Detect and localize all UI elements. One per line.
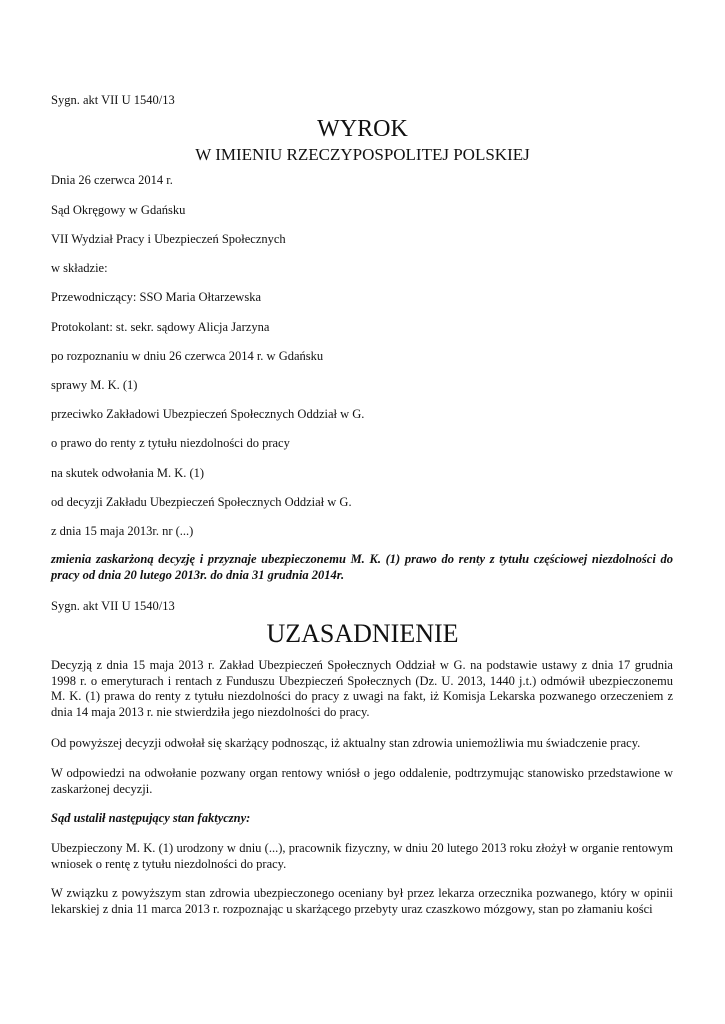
- header-line: o prawo do renty z tytułu niezdolności do pracy: [51, 436, 290, 450]
- justification-paragraph: Od powyższej decyzji odwołał się skarżący podnosząc, iż aktualny stan zdrowia uniemożliwia mu świadczenie pracy.: [51, 736, 641, 750]
- header-line: w składzie:: [51, 261, 108, 275]
- justification-paragraph: W odpowiedzi na odwołanie pozwany organ rentowy wniósł o jego oddalenie, podtrzymując stanowisko przedstawione w zaskarżonej decyzji.: [51, 766, 673, 796]
- header-line: sprawy M. K. (1): [51, 378, 138, 392]
- header-line: po rozpoznaniu w dniu 26 czerwca 2014 r. w Gdańsku: [51, 349, 324, 363]
- header-line: VII Wydział Pracy i Ubezpieczeń Społecznych: [51, 232, 286, 246]
- header-line: Przewodniczący: SSO Maria Ołtarzewska: [51, 290, 261, 304]
- document-subtitle: W IMIENIU RZECZYPOSPOLITEJ POLSKIEJ: [195, 145, 530, 164]
- header-line: przeciwko Zakładowi Ubezpieczeń Społecznych Oddział w G.: [51, 407, 365, 421]
- case-signature-second: Sygn. akt VII U 1540/13: [51, 599, 175, 613]
- case-signature: Sygn. akt VII U 1540/13: [51, 93, 175, 107]
- header-line: na skutek odwołania M. K. (1): [51, 466, 205, 480]
- header-line: Protokolant: st. sekr. sądowy Alicja Jarzyna: [51, 320, 270, 334]
- facts-paragraph: Ubezpieczony M. K. (1) urodzony w dniu (...), pracownik fizyczny, w dniu 20 lutego 2013 roku złożył w organie rentowym wniosek o rentę z tytułu niezdolności do pracy.: [51, 841, 673, 871]
- header-line: z dnia 15 maja 2013r. nr (...): [51, 524, 194, 538]
- justification-title: UZASADNIENIE: [266, 619, 459, 648]
- verdict-text: zmienia zaskarżoną decyzję i przyznaje ubezpieczonemu M. K. (1) prawo do renty z tytułu częściowej niezdolności do pracy od dnia 20 lutego 2013r. do dnia 31 grudnia 2014r.: [51, 552, 673, 582]
- document-title: WYROK: [317, 116, 408, 142]
- header-line: Sąd Okręgowy w Gdańsku: [51, 203, 186, 217]
- justification-paragraph: Decyzją z dnia 15 maja 2013 r. Zakład Ubezpieczeń Społecznych Oddział w G. na podstawie ustawy z dnia 17 grudnia 1998 r. o emeryturach i rentach z Funduszu Ubezpieczeń Społecznych (Dz. U. 2013, 1440 j.t.) odmówił ubezpieczonemu M. K. (1) prawa do renty z tytułu niezdolności do pracy z uwagi na fakt, iż Komisja Lekarska pozwanego orzeczeniem z dnia 14 maja 2013 r. nie stwierdziła jego niezdolności do pracy.: [51, 658, 673, 719]
- header-line: od decyzji Zakładu Ubezpieczeń Społecznych Oddział w G.: [51, 495, 352, 509]
- facts-heading: Sąd ustalił następujący stan faktyczny:: [51, 811, 251, 825]
- header-line: Dnia 26 czerwca 2014 r.: [51, 173, 173, 187]
- facts-paragraph: W związku z powyższym stan zdrowia ubezpieczonego oceniany był przez lekarza orzecznika pozwanego, który w opinii lekarskiej z dnia 11 marca 2013 r. rozpoznając u skarżącego przebyty uraz czaszkowo mózgowy, stan po złamaniu kości: [51, 886, 673, 916]
